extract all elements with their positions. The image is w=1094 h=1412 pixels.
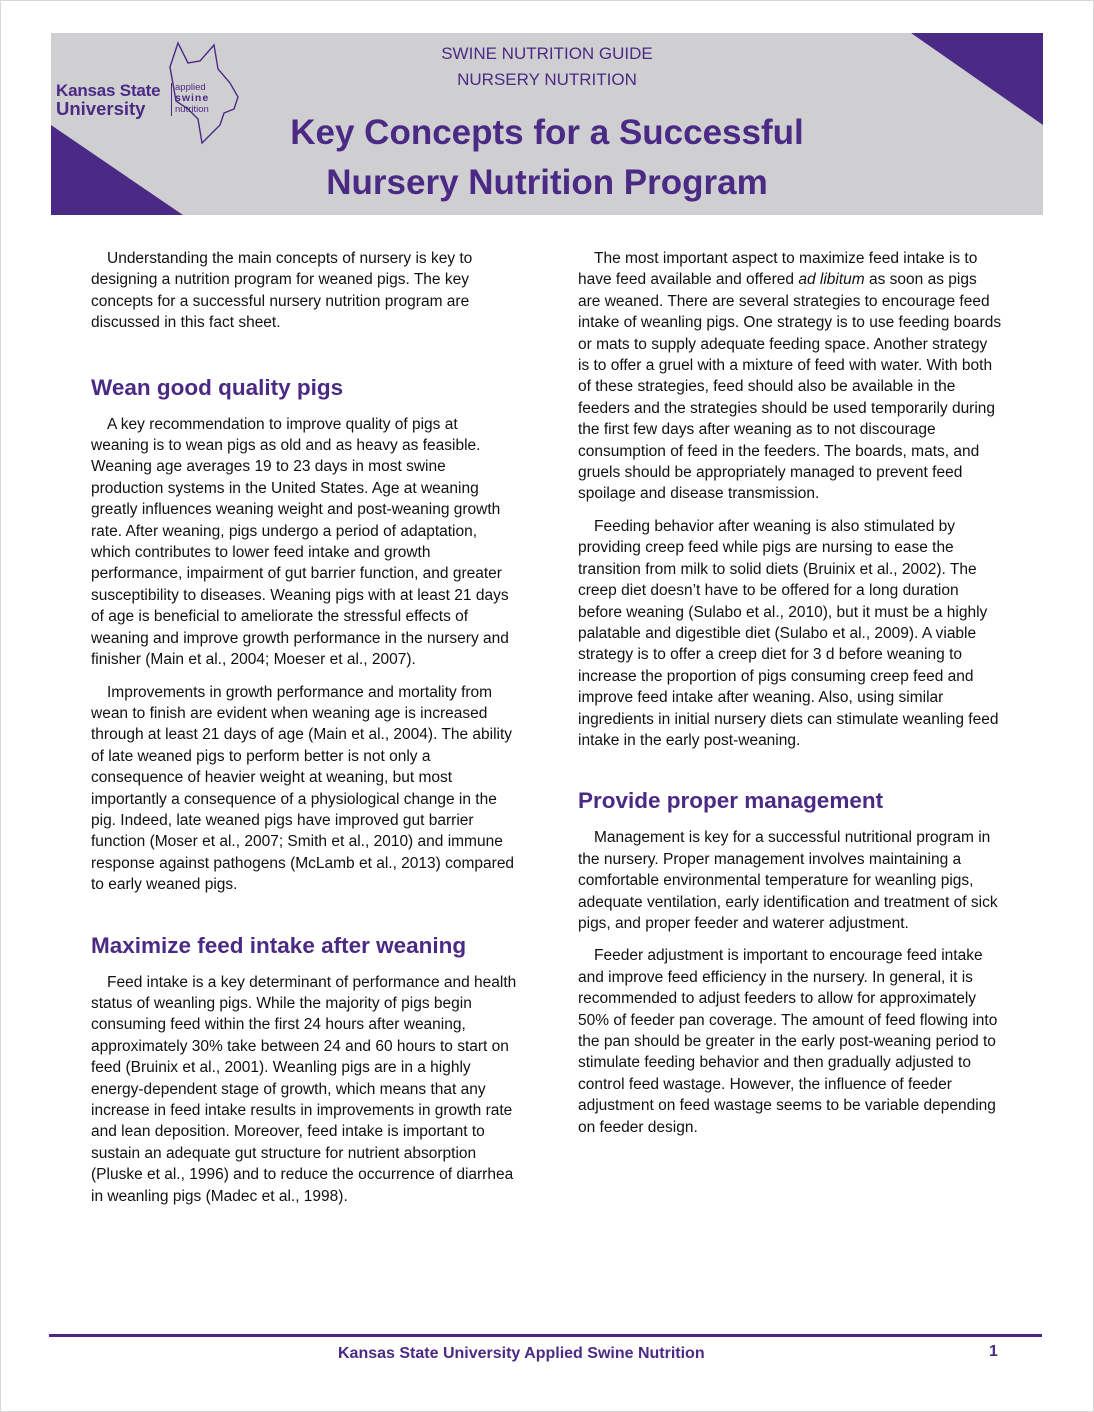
logo-line-2: University (56, 98, 146, 119)
footer-rule (49, 1334, 1042, 1337)
paragraph-ad-libitum-a: The most important aspect to maximize feed intake is to have feed available and offered (578, 250, 978, 289)
right-column (578, 248, 1002, 1149)
logo-sub-nutrition: nutrition (175, 104, 209, 115)
paragraph-growth-performance: Improvements in growth performance and mortality from wean to finish are evident when weaning age is increased through at least 21 days of age (Main et al., 2004). The ability of late weaned pigs to perform better is not only a consequence of heavier weight at weaning, but most importantly a consequence of a physiological change in the pig. Indeed, late weaned pigs have improved gut barrier function (Moser et al., 2007; Smith et al., 2010) and immune response against pathogens (McLamb et al., 2013) compared to early weaned pigs. (91, 683, 515, 894)
heading-wean-good-quality-pigs: Wean good quality pigs (91, 374, 344, 400)
paragraph-management: Management is key for a successful nutritional program in the nursery. Proper management involves maintaining a comfortable environmental temperature for weanling pigs, adequate ventilation, early identification and treatment of sick pigs, and proper feeder and waterer adjustment. (578, 829, 998, 932)
header-banner (51, 33, 1043, 215)
page-title-line-1: Key Concepts for a Successful (290, 113, 804, 152)
left-column (91, 248, 519, 1218)
paragraph-feed-intake: Feed intake is a key determinant of performance and health status of weanling pigs. While the majority of pigs begin consuming feed within the first 24 hours after weaning, approximately 30% take between 24 and 60 hours to start on feed (Bruinix et al., 2001). Weanling pigs are in a highly energy-dependent stage of growth, which means that any increase in feed intake results in improvements in growth rate and lean deposition. Moreover, feed intake is important to sustain an adequate gut structure for nutrient absorption (Pluske et al., 1996) and to reduce the occurrence of diarrhea in weanling pigs (Madec et al., 1998). (91, 973, 517, 1205)
heading-provide-proper-management: Provide proper management (578, 788, 884, 814)
logo-sub-applied: applied (175, 82, 206, 93)
logo-line-1: Kansas State (56, 81, 161, 100)
logo-sub-swine: swine (175, 92, 210, 104)
ad-libitum-emphasis: ad libitum (798, 271, 865, 289)
paragraph-creep-feed: Feeding behavior after weaning is also stimulated by providing creep feed while pigs are nursing to ease the transition from milk to solid diets (Bruinix et al., 2002). The creep diet doesn’t have to be offered for a long duration before weaning (Sulabo et al., 2010), but it must be a highly palatable and digestible diet (Sulabo et al., 2009). A viable strategy is to offer a creep diet for 3 d before weaning to increase the proportion of pigs consuming creep feed and improve feed intake after weaning. Also, using similar ingredients in initial nursery diets can stimulate weanling feed intake in the early post-weaning. (578, 517, 999, 749)
paragraph-feeder-adjustment: Feeder adjustment is important to encourage feed intake and improve feed efficiency in the nursery. In general, it is recommended to adjust feeders to allow for approximately 50% of feeder pan coverage. The amount of feed flowing into the pan should be greater in the early post-weaning period to stimulate feeding behavior and then gradually adjusted to control feed wastage. However, the influence of feeder adjustment on feed wastage seems to be variable depending on feeder design. (578, 947, 998, 1136)
section-kicker: NURSERY NUTRITION (457, 70, 637, 89)
paragraph-weaning-age: A key recommendation to improve quality of pigs at weaning is to wean pigs as old and as heavy as feasible. Weaning age averages 19 to 23 days in most swine production systems in the United States. Age at weaning greatly influences weaning weight and post-weaning growth rate. After weaning, pigs undergo a period of adaptation, which contributes to lower feed intake and growth performance, impairment of gut barrier function, and greater susceptibility to diseases. Weaning pigs with at least 21 days of age is beneficial to ameliorate the stressful effects of weaning and improve growth performance in the nursery and finisher (Main et al., 2004; Moeser et al., 2007). (91, 415, 509, 669)
page-title-line-2: Nursery Nutrition Program (326, 163, 768, 202)
heading-maximize-feed-intake: Maximize feed intake after weaning (91, 932, 467, 958)
paragraph-ad-libitum (578, 248, 1002, 505)
guide-kicker: SWINE NUTRITION GUIDE (441, 44, 653, 63)
page-number: 1 (989, 1343, 998, 1360)
intro-paragraph: Understanding the main concepts of nursery is key to designing a nutrition program for weaned pigs. The key concepts for a successful nursery nutrition program are discussed in this fact sheet. (91, 250, 473, 332)
paragraph-ad-libitum-b: as soon as pigs are weaned. There are several strategies to encourage feed intake of weanling pigs. One strategy is to use feeding boards or mats to supply adequate feeding space. Another strategy is to offer a gruel with a mixture of feed with water. With both of these strategies, feed should also be available in the feeders and the strategies should be used temporarily during the first few days after weaning as to not discourage consumption of feed in the feeders. The boards, mats, and gruels should be appropriately managed to prevent feed spoilage and disease transmission. (578, 271, 1002, 503)
footer-organization: Kansas State University Applied Swine Nutrition (338, 1345, 705, 1362)
